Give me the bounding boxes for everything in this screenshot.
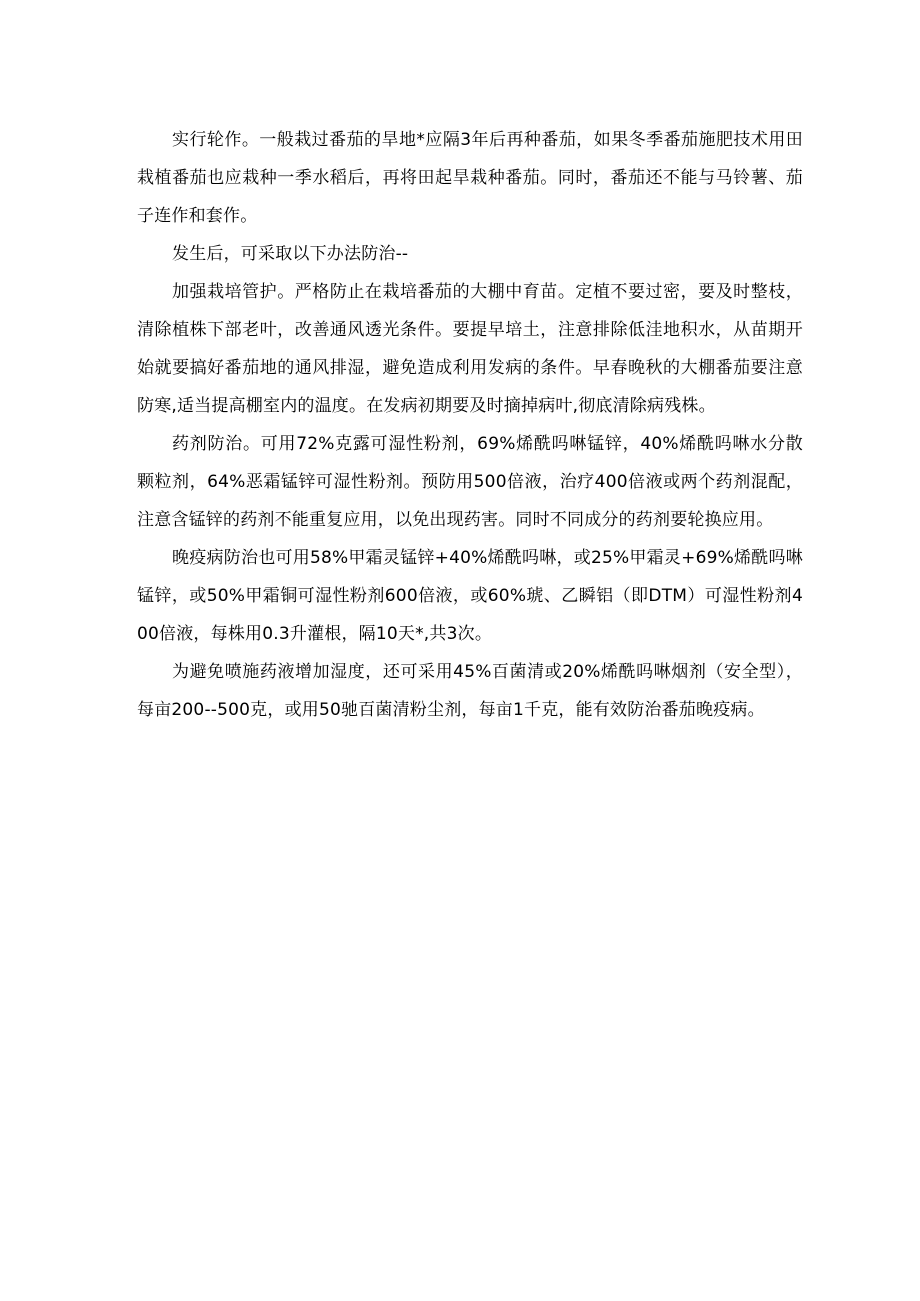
paragraph-crop-rotation: 实行轮作。一般栽过番茄的旱地*应隔3年后再种番茄，如果冬季番茄施肥技术用田栽植番茄也应栽种一季水稻后，再将田起旱栽种番茄。同时，番茄还不能与马铃薯、茄子连作和套作。 bbox=[137, 130, 803, 226]
document-body bbox=[137, 121, 803, 729]
paragraph-cultivation-management: 加强栽培管护。严格防止在栽培番茄的大棚中育苗。定植不要过密，要及时整枝，清除植株下部老叶，改善通风透光条件。要提早培土，注意排除低洼地积水，从苗期开始就要搞好番茄地的通风排湿，避免造成利用发病的条件。早春晚秋的大棚番茄要注意防寒,适当提高棚室内的温度。在发病初期要及时摘掉病叶,彻底清除病残株。 bbox=[137, 282, 803, 416]
paragraph-chemical-control: 药剂防治。可用72%克露可湿性粉剂，69%烯酰吗啉锰锌，40%烯酰吗啉水分散颗粒剂，64%恶霜锰锌可湿性粉剂。预防用500倍液，治疗400倍液或两个药剂混配，注意含锰锌的药剂不能重复应用，以免出现药害。同时不同成分的药剂要轮换应用。 bbox=[137, 434, 803, 530]
paragraph-smoke-agent: 为避免喷施药液增加湿度，还可采用45%百菌清或20%烯酰吗啉烟剂（安全型），每亩200--500克，或用50驰百菌清粉尘剂，每亩1千克，能有效防治番茄晚疫病。 bbox=[137, 662, 803, 720]
paragraph-treatment-intro: 发生后，可采取以下办法防治-- bbox=[172, 244, 409, 264]
paragraph-late-blight-control: 晚疫病防治也可用58%甲霜灵锰锌+40%烯酰吗啉，或25%甲霜灵+69%烯酰吗啉锰锌，或50%甲霜铜可湿性粉剂600倍液，或60%琥、乙瞬铝（即DTM）可湿性粉剂400倍液，每株用0.3升灌根，隔10天*,共3次。 bbox=[137, 548, 803, 644]
